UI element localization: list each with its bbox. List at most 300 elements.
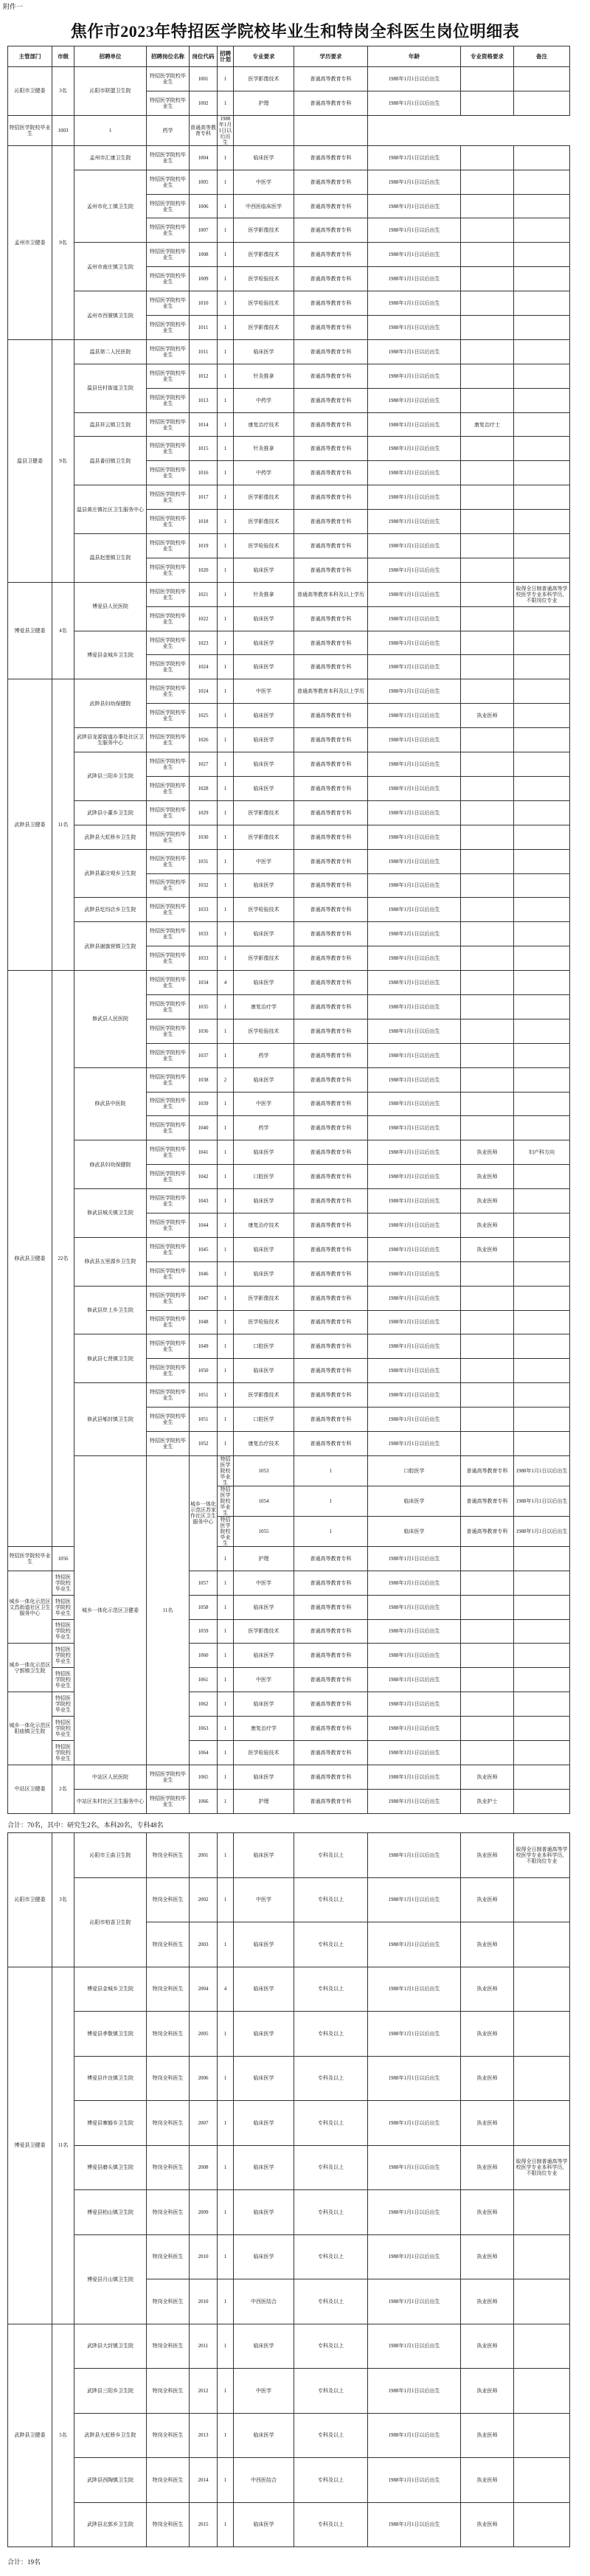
table-cell: 普通高等教育专科 xyxy=(294,946,368,971)
table-cell: 普通高等教育专科 xyxy=(294,1043,368,1067)
table-cell: 2013 xyxy=(190,2413,218,2458)
table-cell: 特招医学院校毕业生 xyxy=(147,1189,190,1213)
table-cell: 武陟县大虹桥乡卫生院 xyxy=(74,2413,147,2458)
table-cell xyxy=(514,849,570,873)
table-cell xyxy=(514,946,570,971)
table-cell: 1988年1月1日以后出生 xyxy=(368,704,461,728)
table-cell: 特招医学院校毕业生 xyxy=(147,1765,190,1789)
table-cell: 特招医学院校毕业生 xyxy=(147,800,190,825)
table-cell: 1047 xyxy=(190,1286,218,1310)
table-cell: 1 xyxy=(218,91,234,115)
table-cell: 武陟县大虹桥乡卫生院 xyxy=(74,825,147,849)
table-row xyxy=(8,2369,570,2414)
table-cell: 1055 xyxy=(234,1516,294,1546)
table-cell xyxy=(461,946,514,971)
table-cell: 普通高等教育专科 xyxy=(294,1092,368,1116)
table-cell: 特招医学院校毕业生 xyxy=(147,1261,190,1286)
table-cell xyxy=(514,2056,570,2101)
table-cell: 特招医学院校毕业生 xyxy=(147,170,190,194)
table-cell: 中药学 xyxy=(234,388,294,412)
table-cell: 医学影像技术 xyxy=(234,243,294,267)
table-cell xyxy=(461,582,514,606)
table-cell: 沁阳市联盟卫生院 xyxy=(74,67,147,116)
table-cell: 1 xyxy=(218,2279,234,2324)
table-cell: 1024 xyxy=(190,679,218,704)
table-cell xyxy=(461,922,514,946)
table-cell: 1 xyxy=(218,1644,234,1668)
table-cell: 普通高等教育专科 xyxy=(294,800,368,825)
table-cell: 普通高等教育专科 xyxy=(294,485,368,510)
table-cell: 1054 xyxy=(234,1486,294,1516)
table-cell: 临床医学 xyxy=(234,606,294,631)
table-cell xyxy=(514,994,570,1019)
table-cell: 1 xyxy=(218,800,234,825)
table-row xyxy=(8,364,570,388)
table-cell xyxy=(514,2413,570,2458)
table-cell xyxy=(461,1431,514,1455)
table-cell: 临床医学 xyxy=(234,2324,294,2369)
header-cell: 年龄 xyxy=(368,46,461,67)
header-cell: 备注 xyxy=(514,46,570,67)
table-cell: 普通高等教育专科 xyxy=(294,1571,368,1595)
table-cell: 1 xyxy=(218,1595,234,1619)
table-cell: 1 xyxy=(218,534,234,558)
table-cell: 中站区朱村社区卫生服务中心 xyxy=(74,1789,147,1813)
table-cell: 普通高等教育专科 xyxy=(294,67,368,91)
table-cell xyxy=(461,291,514,316)
table-cell: 1 xyxy=(218,1116,234,1140)
table-cell: 医学影像技术 xyxy=(234,825,294,849)
table-row xyxy=(8,1789,570,1813)
table-cell: 1988年1月1日以后出生 xyxy=(368,2190,461,2235)
table-cell: 1988年1月1日以后出生 xyxy=(368,2012,461,2057)
table-cell: 1988年1月1日以后出生 xyxy=(368,194,461,218)
table-cell: 普通高等教育专科 xyxy=(294,1019,368,1043)
table-cell: 1 xyxy=(218,170,234,194)
table-row xyxy=(8,971,570,995)
table-cell: 特招医学院校毕业生 xyxy=(147,291,190,316)
table-cell: 特岗全科医生 xyxy=(147,2413,190,2458)
table-cell: 1 xyxy=(218,267,234,291)
table-row xyxy=(8,1067,570,1092)
table-cell: 普通高等教育本科及以上学历 xyxy=(294,582,368,606)
table-cell: 1988年1月1日以后出生 xyxy=(368,2502,461,2547)
table-cell: 普通高等教育专科 xyxy=(294,1286,368,1310)
table-cell xyxy=(461,67,514,91)
table-cell xyxy=(514,1789,570,1813)
table-cell: 1 xyxy=(218,1261,234,1286)
table-cell: 康复治疗技术 xyxy=(234,1431,294,1455)
table-cell: 1003 xyxy=(52,115,74,145)
table-cell: 1988年1月1日以后出生 xyxy=(368,412,461,437)
table-cell: 医学检验技术 xyxy=(234,1741,294,1765)
table-cell: 执业医师 xyxy=(461,1967,514,2012)
table-cell xyxy=(514,1595,570,1619)
table-cell: 温县黄庄镇社区卫生服务中心 xyxy=(74,485,147,534)
table-cell: 孟州市化工镇卫生院 xyxy=(74,170,147,243)
table-cell: 1009 xyxy=(190,267,218,291)
table-cell xyxy=(514,2369,570,2414)
table-row xyxy=(8,1877,570,1922)
table-cell: 1988年1月1日以后出生 xyxy=(368,267,461,291)
table-cell: 特招医学院校毕业生 xyxy=(147,1116,190,1140)
table-cell: 沁阳市卫健委 xyxy=(8,67,52,116)
table-cell: 中医学 xyxy=(234,1092,294,1116)
table-row xyxy=(8,2012,570,2057)
table-cell: 护理 xyxy=(234,1546,294,1571)
table-cell: 特招医学院校毕业生 xyxy=(147,873,190,898)
table-cell: 1988年1月1日以后出生 xyxy=(368,1189,461,1213)
table-cell xyxy=(514,800,570,825)
table-cell: 普通高等教育专科 xyxy=(294,1189,368,1213)
table-row xyxy=(8,1833,570,1878)
table-cell xyxy=(461,485,514,510)
table-cell: 1988年1月1日以后出生 xyxy=(368,485,461,510)
table-cell: 1 xyxy=(218,510,234,534)
table-cell: 1988年1月1日以后出生 xyxy=(368,1877,461,1922)
table-cell: 修武县中医院 xyxy=(74,1067,147,1140)
table-cell: 1988年1月1日以后出生 xyxy=(368,1833,461,1878)
table-cell xyxy=(514,752,570,777)
table-cell: 医学检验技术 xyxy=(234,534,294,558)
table-cell: 1988年1月1日以后出生 xyxy=(368,776,461,800)
table-cell: 医学检验技术 xyxy=(234,898,294,922)
table-cell xyxy=(514,1261,570,1286)
table-cell: 1988年1月1日以后出生 xyxy=(368,1067,461,1092)
table-cell: 1988年1月1日以后出生 xyxy=(368,1237,461,1261)
table-cell: 修武县人民医院 xyxy=(74,971,147,1068)
table-cell: 中西医结合 xyxy=(234,2458,294,2503)
table-cell: 普通高等教育专科 xyxy=(294,1067,368,1092)
table-cell: 1045 xyxy=(190,1237,218,1261)
table-cell: 1 xyxy=(218,1286,234,1310)
table-cell: 普通高等教育专科 xyxy=(294,825,368,849)
table-cell: 特招医学院校毕业生 xyxy=(147,1359,190,1383)
table-cell: 特招医学院校毕业生 xyxy=(52,1644,74,1668)
table-cell xyxy=(461,364,514,388)
table-cell: 2005 xyxy=(190,2012,218,2057)
table-cell: 特招医学院校毕业生 xyxy=(52,1619,74,1644)
table-cell: 1051 xyxy=(190,1383,218,1408)
page-title: 焦作市2023年特招医学院校毕业生和特岗全科医生岗位明细表 xyxy=(70,22,520,41)
table-cell xyxy=(461,971,514,995)
table-cell: 取得全日制普通高等学校医学专业本科学历，不限岗位专业 xyxy=(514,582,570,606)
table-cell xyxy=(514,2190,570,2235)
table-cell: 1 xyxy=(218,1692,234,1717)
table-cell: 1 xyxy=(294,1486,368,1516)
table-cell: 1 xyxy=(218,752,234,777)
table-cell xyxy=(461,1019,514,1043)
table-cell: 1 xyxy=(218,946,234,971)
table-cell: 特岗全科医生 xyxy=(147,1967,190,2012)
table-cell xyxy=(514,2279,570,2324)
table-cell: 医学影像技术 xyxy=(234,946,294,971)
table-cell: 普通高等教育专科 xyxy=(294,412,368,437)
table-cell: 1 xyxy=(218,1310,234,1334)
table-cell: 1988年1月1日以后出生 xyxy=(368,534,461,558)
table-cell: 普通高等教育专科 xyxy=(294,752,368,777)
table-cell: 专科及以上 xyxy=(294,2101,368,2146)
table-row xyxy=(8,2458,570,2503)
table-cell xyxy=(294,115,368,145)
table-cell: 临床医学 xyxy=(368,1486,461,1516)
table-cell xyxy=(514,1165,570,1189)
table-cell: 1988年1月1日以后出生 xyxy=(368,1765,461,1789)
table-cell: 特招医学院校毕业生 xyxy=(8,115,52,145)
table-cell: 药学 xyxy=(147,115,190,145)
table-cell xyxy=(514,243,570,267)
table-cell: 1020 xyxy=(190,558,218,582)
table-cell: 1035 xyxy=(190,994,218,1019)
table-cell: 普通高等教育专科 xyxy=(294,291,368,316)
table-cell xyxy=(514,1189,570,1213)
table-cell: 针灸推拿 xyxy=(234,364,294,388)
table-cell: 1 xyxy=(218,1334,234,1359)
table-cell: 1988年1月1日以后出生 xyxy=(368,2324,461,2369)
table-cell xyxy=(514,437,570,461)
table-cell: 特招医学院校毕业生 xyxy=(147,1067,190,1092)
table-row xyxy=(8,67,570,91)
table-cell: 沁阳市卫健委 xyxy=(8,1833,52,1967)
table-cell: 武陟县圪垱店乡卫生院 xyxy=(74,898,147,922)
table-cell: 专科及以上 xyxy=(294,2145,368,2190)
table-cell: 普通高等教育专科 xyxy=(294,1644,368,1668)
table-cell: 医学影像技术 xyxy=(234,1383,294,1408)
table-cell: 1033 xyxy=(190,898,218,922)
table-cell xyxy=(514,1310,570,1334)
table-cell: 普通高等教育专科 xyxy=(294,364,368,388)
table-cell: 特招医学院校毕业生 xyxy=(218,1486,234,1516)
table-row xyxy=(8,631,570,655)
table-cell: 1988年1月1日以后出生 xyxy=(368,971,461,995)
table-cell: 武陟县北郭乡卫生院 xyxy=(74,2502,147,2547)
table-cell: 特招医学院校毕业生 xyxy=(147,825,190,849)
table-cell: 1 xyxy=(218,2012,234,2057)
table-cell xyxy=(514,1431,570,1455)
table-cell: 中站区卫健委 xyxy=(8,1765,52,1813)
table-cell: 修武县城关镇卫生院 xyxy=(74,1189,147,1238)
table-cell: 1032 xyxy=(190,873,218,898)
table-cell: 1 xyxy=(218,364,234,388)
table-cell: 武陟县三阳乡卫生院 xyxy=(74,752,147,801)
table-cell: 医学影像技术 xyxy=(234,316,294,340)
table-cell: 1 xyxy=(218,631,234,655)
table-cell: 普通高等教育专科 xyxy=(461,1455,514,1486)
table-cell: 普通高等教育专科 xyxy=(294,558,368,582)
table-cell: 普通高等教育专科 xyxy=(294,170,368,194)
table-cell xyxy=(514,1765,570,1789)
table-cell xyxy=(461,631,514,655)
table-cell: 普通高等教育专科 xyxy=(294,1717,368,1741)
table-cell xyxy=(514,1877,570,1922)
table-cell: 特招医学院校毕业生 xyxy=(147,971,190,995)
table-cell xyxy=(461,1546,514,1571)
table-cell: 护理 xyxy=(234,91,294,115)
table-cell: 1 xyxy=(294,1455,368,1486)
table-cell: 临床医学 xyxy=(234,2056,294,2101)
table-cell xyxy=(461,558,514,582)
table-cell: 临床医学 xyxy=(234,2413,294,2458)
table-cell: 专科及以上 xyxy=(294,2190,368,2235)
table-cell xyxy=(461,849,514,873)
summary-general-practitioners: 合计：19名 xyxy=(7,2558,41,2566)
table-cell xyxy=(461,679,514,704)
table-cell: 康复治疗士 xyxy=(461,412,514,437)
table-cell: 1 xyxy=(218,2413,234,2458)
table-cell xyxy=(461,91,514,115)
table-cell: 1052 xyxy=(190,1431,218,1455)
table-cell: 1015 xyxy=(190,437,218,461)
table-cell: 1988年1月1日以后出生 xyxy=(368,752,461,777)
table-cell: 1988年1月1日以后出生 xyxy=(368,800,461,825)
table-row xyxy=(8,1334,570,1359)
table-cell: 温县赵堡镇卫生院 xyxy=(74,534,147,583)
table-cell xyxy=(514,1213,570,1237)
table-cell: 口腔医学 xyxy=(234,1334,294,1359)
table-cell: 特招医学院校毕业生 xyxy=(147,1334,190,1359)
table-cell: 针灸推拿 xyxy=(234,437,294,461)
table-cell: 口腔医学 xyxy=(234,1165,294,1189)
table-cell: 特招医学院校毕业生 xyxy=(52,1571,74,1595)
table-cell xyxy=(514,2012,570,2057)
table-cell: 博爱县许良镇卫生院 xyxy=(74,2056,147,2101)
table-cell xyxy=(514,704,570,728)
table-cell xyxy=(461,218,514,243)
table-row xyxy=(8,339,570,364)
table-cell: 2001 xyxy=(190,1833,218,1878)
table-cell xyxy=(514,339,570,364)
table-cell: 1013 xyxy=(190,388,218,412)
table-cell: 1988年1月1日以后出生 xyxy=(368,1043,461,1067)
table-cell: 1 xyxy=(218,67,234,91)
header-cell: 招聘计划 xyxy=(218,46,234,67)
table-cell: 1988年1月1日以后出生 xyxy=(368,91,461,115)
table-cell: 普通高等教育专科 xyxy=(461,1486,514,1516)
table-cell: 特招医学院校毕业生 xyxy=(147,339,190,364)
table-cell xyxy=(514,218,570,243)
table-cell: 特招医学院校毕业生 xyxy=(147,655,190,679)
table-cell: 1031 xyxy=(190,849,218,873)
table-cell: 特招医学院校毕业生 xyxy=(147,776,190,800)
table-cell: 特岗全科医生 xyxy=(147,2056,190,2101)
table-cell: 特岗全科医生 xyxy=(147,1922,190,1967)
table-row xyxy=(8,412,570,437)
table-cell xyxy=(461,873,514,898)
table-cell: 1988年1月1日以后出生 xyxy=(514,1516,570,1546)
table-cell: 医学影像技术 xyxy=(234,1619,294,1644)
table-cell: 特岗全科医生 xyxy=(147,2101,190,2146)
table-cell: 1 xyxy=(218,316,234,340)
table-cell: 1 xyxy=(218,1213,234,1237)
table-cell: 执业医师 xyxy=(461,1140,514,1165)
table-cell: 1023 xyxy=(190,631,218,655)
table-cell: 特招医学院校毕业生 xyxy=(147,388,190,412)
table-cell xyxy=(514,267,570,291)
table-cell: 1041 xyxy=(190,1140,218,1165)
table-cell: 特招医学院校毕业生 xyxy=(147,243,190,267)
table-cell: 1988年1月1日以后出生 xyxy=(368,1019,461,1043)
table-cell xyxy=(514,2502,570,2547)
table-cell: 普通高等教育专科 xyxy=(294,461,368,485)
table-cell xyxy=(514,873,570,898)
table-cell: 执业医师 xyxy=(461,1165,514,1189)
table-cell: 特招医学院校毕业生 xyxy=(52,1717,74,1741)
table-cell: 临床医学 xyxy=(234,631,294,655)
table-cell: 中医学 xyxy=(234,170,294,194)
table-cell: 武陟县小董乡卫生院 xyxy=(74,800,147,825)
table-cell: 临床医学 xyxy=(234,1189,294,1213)
table-cell xyxy=(461,1408,514,1432)
table-cell: 1026 xyxy=(190,728,218,752)
table-cell xyxy=(514,728,570,752)
table-cell xyxy=(514,67,570,91)
table-cell xyxy=(514,825,570,849)
table-cell xyxy=(461,728,514,752)
table-cell: 1050 xyxy=(190,1359,218,1383)
table-cell: 特招医学院校毕业生 xyxy=(218,1455,234,1486)
table-cell: 取得全日制普通高等学校医学专业本科学历，不限岗位专业 xyxy=(514,2145,570,2190)
table-cell: 1988年1月1日以后出生 xyxy=(368,1310,461,1334)
table-cell: 1037 xyxy=(190,1043,218,1067)
table-cell xyxy=(514,1408,570,1432)
table-cell: 1063 xyxy=(190,1717,218,1741)
table-cell: 4 xyxy=(218,971,234,995)
table-cell: 普通高等教育专科 xyxy=(294,873,368,898)
table-row xyxy=(8,2234,570,2279)
table-cell: 1988年1月1日以后出生 xyxy=(368,2458,461,2503)
table-cell: 博爱县卫健委 xyxy=(8,582,52,679)
table-cell: 1005 xyxy=(190,170,218,194)
table-cell: 2名 xyxy=(52,1765,74,1813)
table-cell: 1 xyxy=(218,1092,234,1116)
table-cell: 1 xyxy=(218,558,234,582)
table-cell: 1988年1月1日以后出生 xyxy=(368,898,461,922)
table-cell: 1025 xyxy=(190,704,218,728)
table-cell: 1 xyxy=(74,115,147,145)
table-cell: 2014 xyxy=(190,2458,218,2503)
table-cell xyxy=(514,1237,570,1261)
table-cell: 1006 xyxy=(190,194,218,218)
table-cell: 专科及以上 xyxy=(294,2234,368,2279)
table-cell: 1988年1月1日以后出生 xyxy=(368,558,461,582)
table-cell: 执业医师 xyxy=(461,2369,514,2414)
table-row xyxy=(8,922,570,946)
table-cell: 普通高等教育专科 xyxy=(294,1595,368,1619)
table-cell: 临床医学 xyxy=(234,1967,294,2012)
table-row xyxy=(8,2324,570,2369)
table-cell: 4名 xyxy=(52,582,74,679)
table-cell xyxy=(514,91,570,115)
table-cell: 1 xyxy=(218,1237,234,1261)
table-cell: 口腔医学 xyxy=(368,1455,461,1486)
table-cell: 特招医学院校毕业生 xyxy=(147,316,190,340)
table-cell: 特招医学院校毕业生 xyxy=(147,606,190,631)
table-cell: 特招医学院校毕业生 xyxy=(147,704,190,728)
table-cell: 执业医师 xyxy=(461,1237,514,1261)
table-cell: 临床医学 xyxy=(234,922,294,946)
table-cell: 临床医学 xyxy=(234,2145,294,2190)
table-cell: 1 xyxy=(218,243,234,267)
table-cell: 1 xyxy=(218,1619,234,1644)
table-cell: 1 xyxy=(218,339,234,364)
table-cell: 1024 xyxy=(190,655,218,679)
table-cell: 1007 xyxy=(190,218,218,243)
table-cell: 1 xyxy=(218,1789,234,1813)
table-cell: 普通高等教育专科 xyxy=(294,1668,368,1692)
table-cell: 执业医师 xyxy=(461,1189,514,1213)
table-cell: 博爱县卫健委 xyxy=(8,1967,52,2324)
table-cell xyxy=(514,485,570,510)
